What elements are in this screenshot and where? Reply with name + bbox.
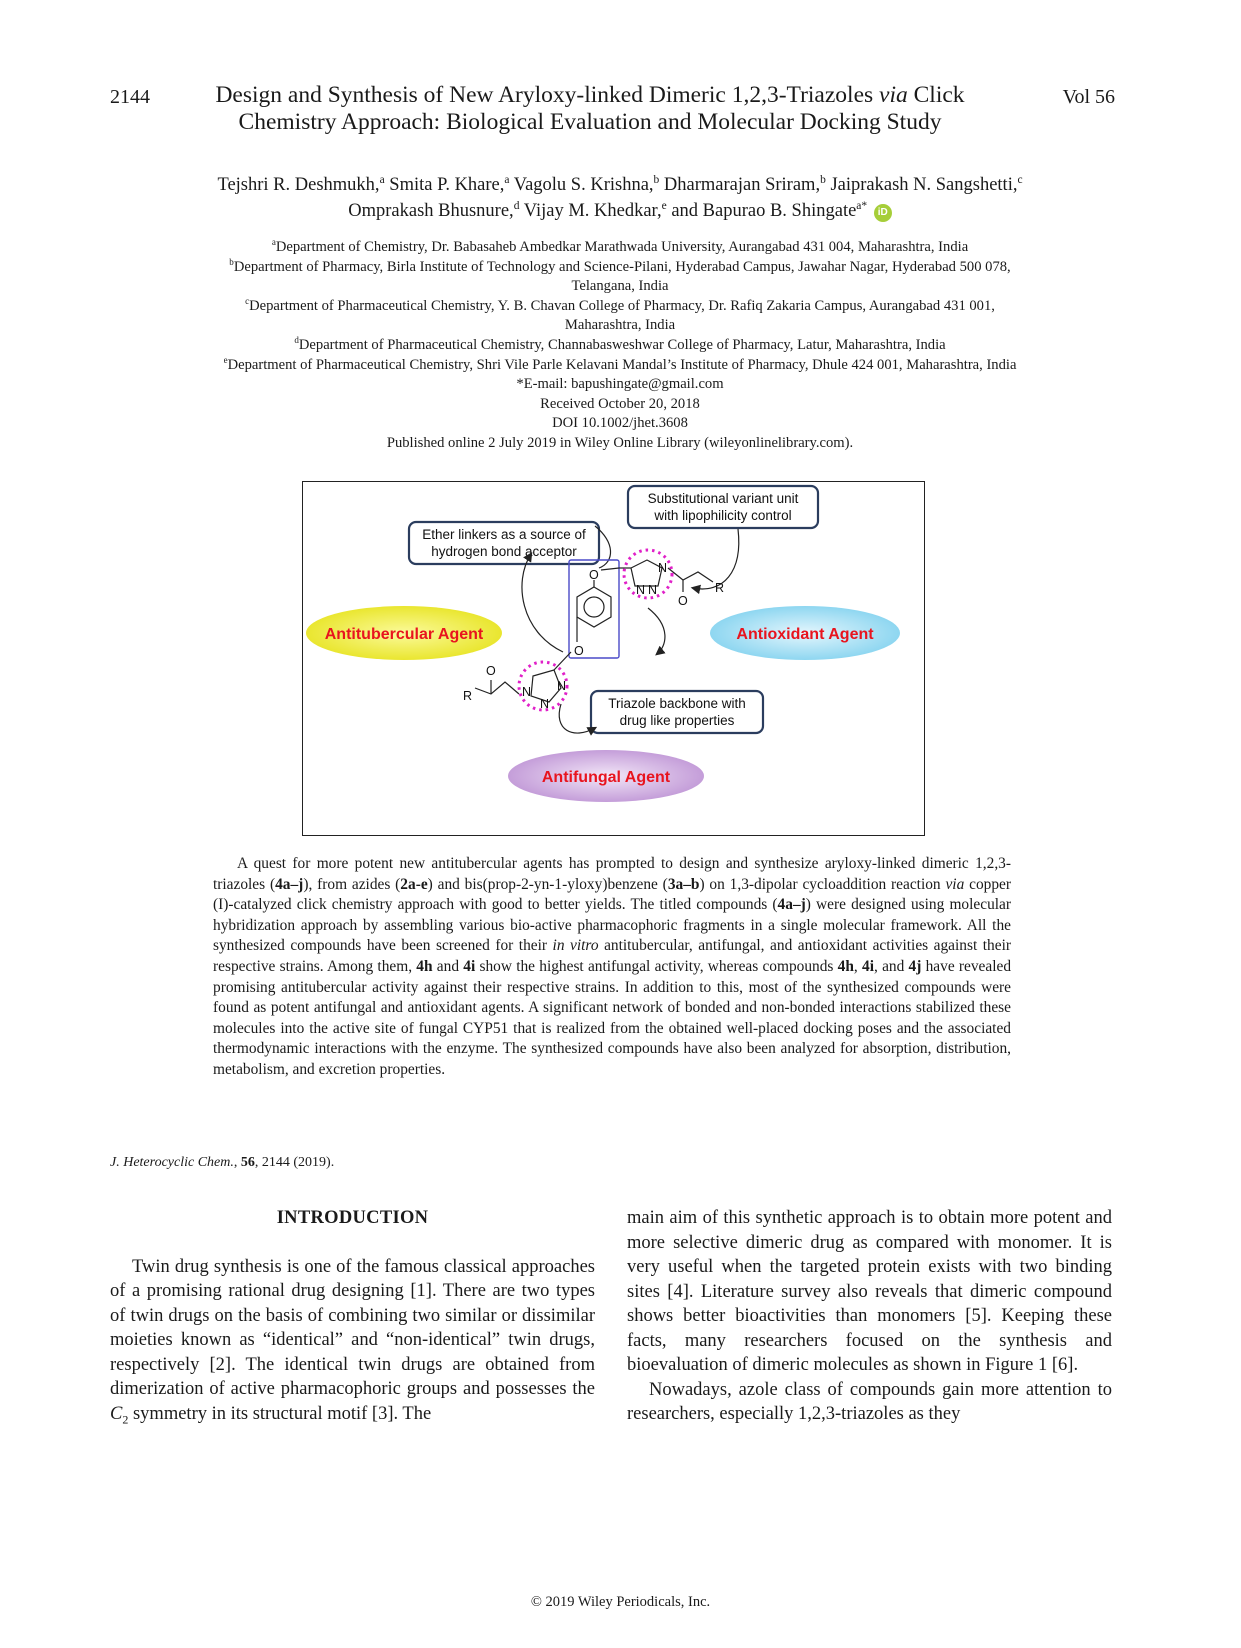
substitutional-text-2: with lipophilicity control [654,508,792,523]
author-affil-sup: a [504,173,510,186]
copyright: © 2019 Wiley Periodicals, Inc. [530,1594,711,1610]
affiliation: $^a$Department of Chemistry, Dr. Babasaheb Ambedkar Marathwada University, Aurangabad 431 004, Maharashtra, India [271,237,969,255]
author: Tejshri R. Deshmukh, [217,175,380,195]
author: Vijay M. Khedkar, [519,201,662,221]
ether-text-1: Ether linkers as a source of [422,527,586,542]
atom-n: N [648,583,658,597]
author-affil-sup: a* [856,199,868,212]
received-date: Received October 20, 2018 [540,395,700,412]
graphical-abstract-figure [303,482,924,835]
ether-text-2: hydrogen bond acceptor [431,544,577,559]
author: Smita P. Khare, [384,175,505,195]
volume-label: Vol 56 [1062,86,1115,108]
intro-left-column [110,1206,595,1432]
affiliation: $^d$Department of Pharmaceutical Chemistry, Channabasweshwar College of Pharmacy, Latur, Maharashtra, India [294,335,946,353]
title-rest: Click Chemistry Approach: Biological Evaluation and Molecular Docking Study [238,82,965,135]
orcid-icon[interactable]: iD [874,204,892,222]
paragraph: Nowadays, azole class of compounds gain more attention to researchers, especially 1,2,3-triazoles as they [627,1379,1112,1424]
triazole-label-box [591,691,763,733]
affiliation: $^e$Department of Pharmaceutical Chemistry, Shri Vile Parle Kelavani Mandal’s Institute of Pharmacy, Dhule 424 001, Maharashtra, India [223,354,1017,373]
paragraph: main aim of this synthetic approach is to obtain more potent and more selective dimeric drug as compared with monomer. It is very useful when the targeted protein exists with two binding sites [4]. Literature survey also reveals that dimeric compound shows better bioactivities than monomers [5]. Keeping these facts, many researchers focused on the synthesis and bioevaluation of dimeric molecules as shown in Figure 1 [6]. [627,1208,1112,1375]
atom-n: N [658,561,668,575]
graphical-abstract [302,481,925,836]
arrow-ether-box [522,554,563,652]
affiliation: $^b$Department of Pharmacy, Birla Institute of Technology and Science-Pilani, Hyderabad Campus, Jawahar Nagar, Hyderabad 500 078, Telangana, India [229,256,1011,295]
atom-o: O [678,594,688,608]
email[interactable]: *E-mail: bapushingate@gmail.com [516,376,724,393]
atom-o: O [486,664,496,678]
paragraph: Twin drug synthesis is one of the famous classical approaches of a promising rational drug designing [1]. There are two types of twin drugs on the basis of combining two similar or dissimilar moieties known as “identical” and “non-identical” twin drugs, respectively [2]. The identical twin drugs are obtained from dimerization of active pharmacophoric groups and possesses the $C_2$ symmetry in its structural motif [3]. The [110,1256,595,1427]
antitubercular-label: Antitubercular Agent [324,626,484,643]
page-number: 2144 [110,86,150,108]
article-title [215,82,965,136]
triazole-text-1: Triazole backbone with [608,696,746,711]
benzene-ring [577,587,611,627]
author-affil-sup: e [661,199,667,212]
author-affil-sup: a [379,173,385,186]
substitutional-label-box [628,486,818,528]
author: and Bapurao B. Shingate [666,201,857,221]
affiliations [205,238,1035,454]
author: Vagolu S. Krishna, [509,175,654,195]
abstract: A quest for more potent new antitubercular agents has prompted to design and synthesize aryloxy-linked dimeric 1,2,3-triazoles (4a–j), from azides (2a-e) and bis(prop-2-yn-1-yloxy)benzene (3a–b) on 1,3-dipolar cycloaddition reaction via copper (I)-catalyzed click chemistry approach with good to better yields. The titled compounds (4a–j) were designed using molecular hybridization approach by assembling various bio-active pharmacophoric fragments in a single molecular framework. All the synthesized compounds have been screened for their in vitro antitubercular, antifungal, and antioxidant activities against their respective strains. Among them, 4h and 4i show the highest antifungal activity, whereas compounds 4h, 4i, and 4j have revealed promising antitubercular activity against their respective strains. In addition to this, most of the synthesized compounds were found as potent antifungal and antioxidant agents. A significant network of bonded and non-bonded interactions stabilized these molecules into the active site of fungal CYP51 that is realized from the obtained well-placed docking poses and the associated thermodynamic interactions with the enzyme. The synthesized compounds have also been analyzed for absorption, distribution, metabolism, and excretion properties. [213,855,1012,1078]
section-heading: INTRODUCTION [276,1208,429,1228]
published-line: Published online 2 July 2019 in Wiley Online Library (wileyonlinelibrary.com). [386,434,854,451]
atom-n: N [522,685,532,699]
antitubercular-agent [306,606,502,660]
benzene-aromatic-circle [584,597,604,617]
author-affil-sup: d [513,199,520,212]
author: Dharmarajan Sriram, [659,175,821,195]
arrow-to-substituent [693,529,739,589]
atom-n: N [540,697,550,711]
intro-right-column [627,1206,1112,1427]
atom-o-upper: O [589,568,599,582]
author: Jaiprakash N. Sangshetti, [825,175,1018,195]
author-affil-sup: b [820,173,826,186]
dimeric-triazole-structure [463,550,724,711]
author-line-2 [100,198,1140,224]
author-affil-sup: b [653,173,660,186]
author-list [100,172,1140,224]
ether-label-box [409,522,599,564]
atom-o-lower: O [574,644,584,658]
atom-r-lower: R [463,689,473,703]
antifungal-label: Antifungal Agent [541,769,671,786]
journal-citation: J. Heterocyclic Chem., 56, 2144 (2019). [110,1155,335,1170]
affiliation: $^c$Department of Pharmaceutical Chemistry, Y. B. Chavan College of Pharmacy, Dr. Rafiq Zakaria Campus, Aurangabad 431 001, Maharashtra, India [245,295,995,334]
antioxidant-agent [710,606,900,660]
substitutional-text-1: Substitutional variant unit [647,491,799,506]
arrow-upper-triazole [648,608,665,654]
atom-n: N [636,583,646,597]
title-main: Design and Synthesis of New Aryloxy-linked Dimeric 1,2,3-Triazoles [215,82,874,108]
triazole-text-2: drug like properties [619,713,735,728]
title-via: via [879,82,908,108]
atom-n: N [557,679,567,693]
author-affil-sup: c [1017,173,1023,186]
antifungal-agent [508,750,704,802]
antioxidant-label: Antioxidant Agent [736,626,874,643]
author: Omprakash Bhusnure, [348,201,514,221]
author-line-1 [100,172,1140,198]
doi[interactable]: DOI 10.1002/jhet.3608 [552,415,688,432]
atom-r-upper: R [715,581,725,595]
arrow-lower-triazole [559,704,595,733]
